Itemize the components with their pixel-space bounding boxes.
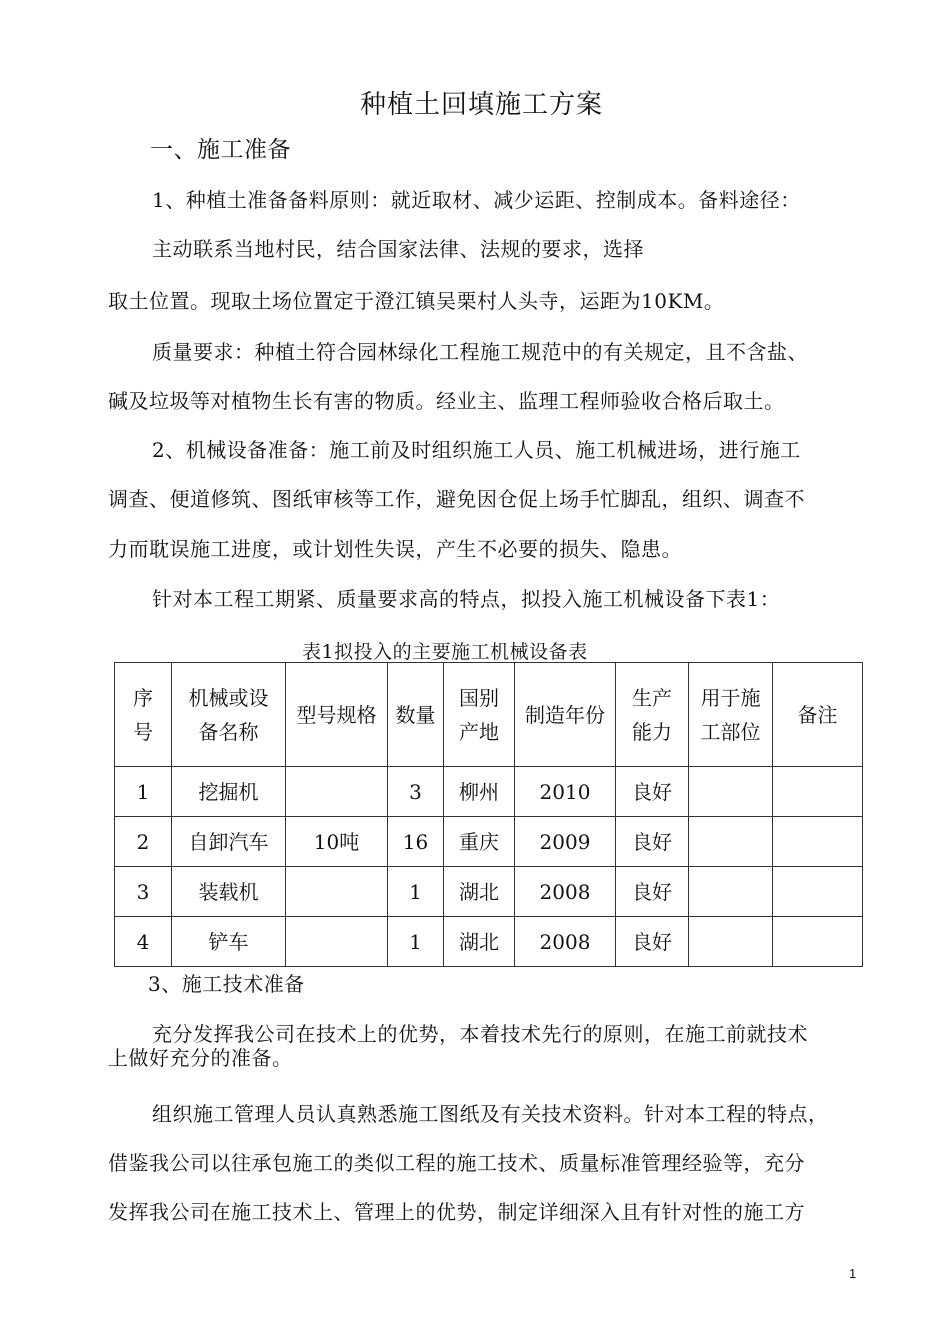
cell-qty: 16 (388, 817, 444, 867)
table-header-row (115, 663, 863, 767)
cell-note (773, 867, 863, 917)
page-number: 1 (849, 1266, 857, 1281)
cell-no: 4 (115, 917, 172, 967)
header-no (115, 663, 172, 767)
cell-note (773, 767, 863, 817)
header-text: 序 (133, 685, 153, 710)
document-title: 种植土回填施工方案 (360, 90, 604, 120)
cell-no: 2 (115, 817, 172, 867)
cell-name: 挖掘机 (172, 767, 286, 817)
cell-name: 装载机 (172, 867, 286, 917)
cell-origin: 重庆 (444, 817, 515, 867)
cell-year: 2008 (515, 867, 616, 917)
paragraph-line: 碱及垃圾等对植物生长有害的物质。经业主、监理工程师验收合格后取土。 (108, 389, 785, 413)
table-caption: 表1拟投入的主要施工机械设备表 (302, 641, 588, 663)
cell-use (689, 767, 773, 817)
cell-origin: 柳州 (444, 767, 515, 817)
paragraph-line: 充分发挥我公司在技术上的优势，本着技术先行的原则，在施工前就技术 (152, 1022, 808, 1046)
cell-no: 1 (115, 767, 172, 817)
header-year: 制造年份 (515, 663, 616, 767)
table-row (115, 767, 863, 817)
cell-model (286, 867, 388, 917)
header-text: 能力 (632, 719, 672, 744)
cell-model: 10吨 (286, 817, 388, 867)
cell-year: 2008 (515, 917, 616, 967)
cell-year: 2009 (515, 817, 616, 867)
cell-use (689, 817, 773, 867)
section-heading-3: 3、施工技术准备 (148, 972, 305, 996)
paragraph-line: 组织施工管理人员认真熟悉施工图纸及有关技术资料。针对本工程的特点， (152, 1102, 829, 1126)
header-qty: 数量 (388, 663, 444, 767)
header-note: 备注 (773, 663, 863, 767)
cell-capacity: 良好 (616, 867, 689, 917)
cell-model (286, 767, 388, 817)
header-name (172, 663, 286, 767)
paragraph-line: 质量要求：种植土符合园林绿化工程施工规范中的有关规定，且不含盐、 (152, 340, 808, 364)
cell-capacity: 良好 (616, 817, 689, 867)
header-origin (444, 663, 515, 767)
header-text: 号 (133, 719, 153, 744)
cell-origin: 湖北 (444, 917, 515, 967)
paragraph-line: 上做好充分的准备。 (108, 1046, 293, 1070)
paragraph-line: 借鉴我公司以往承包施工的类似工程的施工技术、质量标准管理经验等，充分 (108, 1151, 805, 1175)
cell-note (773, 917, 863, 967)
cell-no: 3 (115, 867, 172, 917)
header-text: 机械或设 (188, 685, 269, 710)
cell-name: 铲车 (172, 917, 286, 967)
header-capacity (616, 663, 689, 767)
paragraph-line: 取土位置。现取土场位置定于澄江镇吴栗村人头寺，运距为10KM。 (108, 289, 725, 313)
equipment-table (114, 662, 863, 967)
paragraph-line: 主动联系当地村民，结合国家法律、法规的要求，选择 (152, 237, 644, 261)
table-row (115, 867, 863, 917)
paragraph-line: 针对本工程工期紧、质量要求高的特点，拟投入施工机械设备下表1： (152, 587, 781, 611)
section-heading-1: 一、施工准备 (150, 137, 291, 163)
cell-qty: 1 (388, 917, 444, 967)
paragraph-line: 1、种植土准备备料原则：就近取材、减少运距、控制成本。备料途径： (152, 188, 801, 212)
header-text: 用于施 (700, 685, 761, 710)
header-use (689, 663, 773, 767)
table-row (115, 817, 863, 867)
cell-year: 2010 (515, 767, 616, 817)
cell-qty: 1 (388, 867, 444, 917)
cell-capacity: 良好 (616, 917, 689, 967)
paragraph-line: 调查、便道修筑、图纸审核等工作，避免因仓促上场手忙脚乱，组织、调查不 (108, 487, 805, 511)
header-model: 型号规格 (286, 663, 388, 767)
cell-name: 自卸汽车 (172, 817, 286, 867)
paragraph-line: 力而耽误施工进度，或计划性失误，产生不必要的损失、隐患。 (108, 537, 682, 561)
table-row (115, 917, 863, 967)
cell-note (773, 817, 863, 867)
cell-use (689, 917, 773, 967)
cell-use (689, 867, 773, 917)
cell-capacity: 良好 (616, 767, 689, 817)
header-text: 生产 (632, 685, 672, 710)
cell-model (286, 917, 388, 967)
paragraph-line: 2、机械设备准备：施工前及时组织施工人员、施工机械进场，进行施工 (152, 438, 801, 462)
cell-origin: 湖北 (444, 867, 515, 917)
header-text: 工部位 (700, 719, 761, 744)
cell-qty: 3 (388, 767, 444, 817)
header-text: 国别 (459, 685, 499, 710)
paragraph-line: 发挥我公司在施工技术上、管理上的优势，制定详细深入且有针对性的施工方 (108, 1200, 805, 1224)
header-text: 产地 (459, 719, 499, 744)
header-text: 备名称 (198, 719, 259, 744)
